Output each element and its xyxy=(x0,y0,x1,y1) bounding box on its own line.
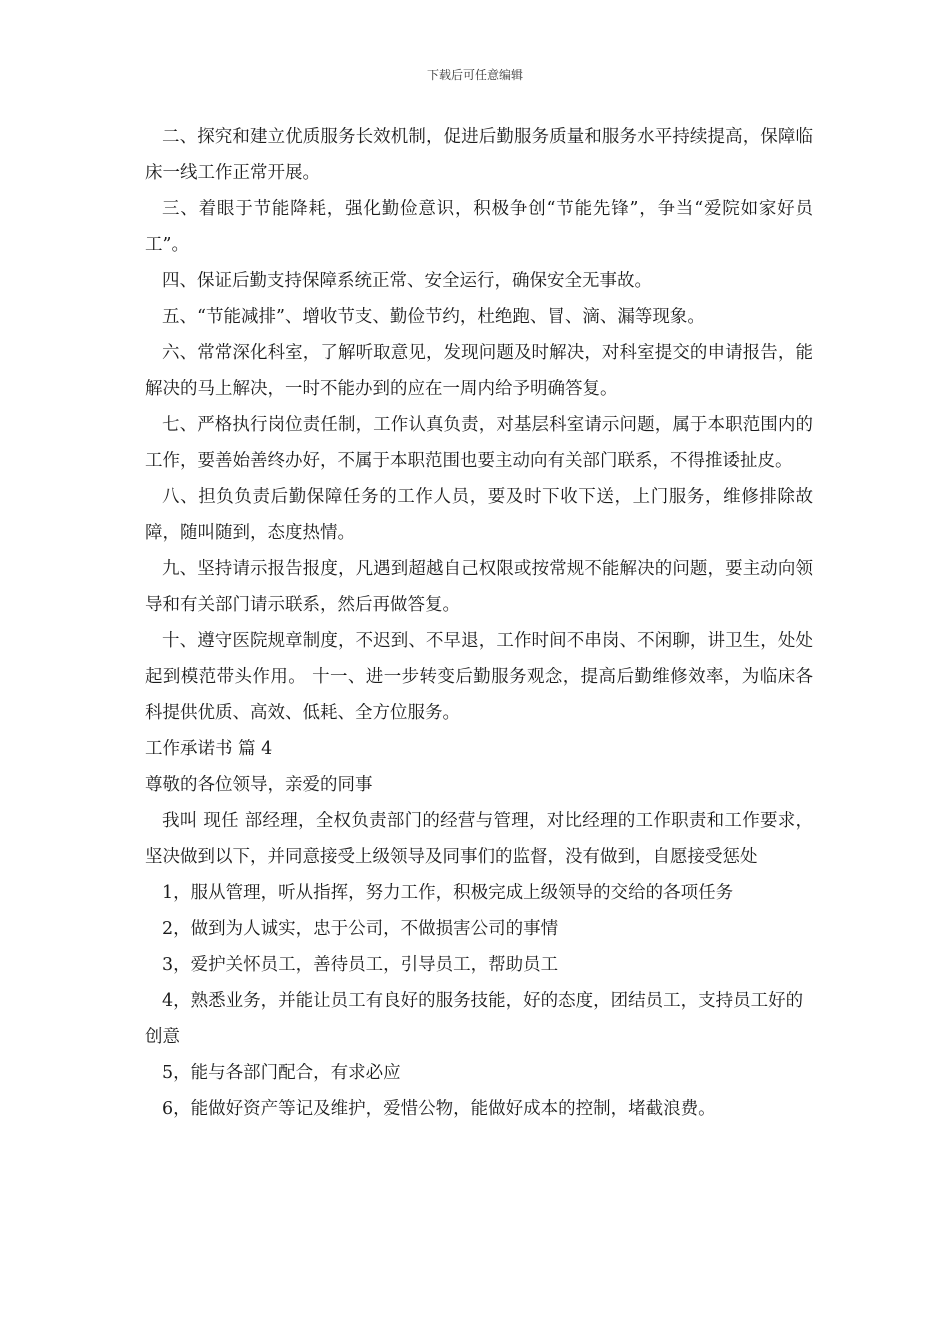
paragraph-5: 五、“节能减排”、增收节支、勤俭节约，杜绝跑、冒、滴、漏等现象。 xyxy=(162,307,705,327)
page-header: 下载后可任意编辑 xyxy=(426,68,523,82)
list-item: 5，能与各部门配合，有求必应 xyxy=(162,1063,401,1083)
intro-paragraph: 我叫 现任 部经理，全权负责部门的经营与管理，对比经理的工作职责和工作要求，坚决做到以下，并同意接受上级领导及同事们的监督，没有做到，自愿接受惩处 xyxy=(145,811,813,867)
document-body xyxy=(145,119,813,1127)
section-title: 工作承诺书 篇 4 xyxy=(145,739,273,759)
salutation: 尊敬的各位领导，亲爱的同事 xyxy=(145,775,373,795)
paragraph-7: 七、严格执行岗位责任制，工作认真负责，对基层科室请示问题，属于本职范围内的工作，要善始善终办好，不属于本职范围也要主动向有关部门联系，不得推诿扯皮。 xyxy=(145,415,813,471)
paragraph-4: 四、保证后勤支持保障系统正常、安全运行，确保安全无事故。 xyxy=(162,271,652,291)
paragraph-6: 六、常常深化科室，了解听取意见，发现问题及时解决，对科室提交的申请报告，能解决的马上解决，一时不能办到的应在一周内给予明确答复。 xyxy=(145,343,813,399)
list-item: 4，熟悉业务，并能让员工有良好的服务技能，好的态度，团结员工，支持员工好的创意 xyxy=(145,991,804,1047)
list-item: 6，能做好资产等记及维护，爱惜公物，能做好成本的控制，堵截浪费。 xyxy=(162,1099,716,1119)
paragraph-9: 九、坚持请示报告报度，凡遇到超越自己权限或按常规不能解决的问题，要主动向领导和有关部门请示联系，然后再做答复。 xyxy=(145,559,813,615)
paragraph-8: 八、担负负责后勤保障任务的工作人员，要及时下收下送，上门服务，维修排除故障，随叫随到，态度热情。 xyxy=(145,487,813,543)
paragraph-10: 十、遵守医院规章制度，不迟到、不早退，工作时间不串岗、不闲聊，讲卫生，处处起到模范带头作用。 十一、进一步转变后勤服务观念，提高后勤维修效率，为临床各科提供优质、高效、低耗、全方位服务。 xyxy=(145,631,813,723)
list-item: 3，爱护关怀员工，善待员工，引导员工，帮助员工 xyxy=(162,955,559,975)
paragraph-2: 二、探究和建立优质服务长效机制，促进后勤服务质量和服务水平持续提高，保障临床一线工作正常开展。 xyxy=(145,127,813,183)
list-item: 2，做到为人诚实，忠于公司，不做损害公司的事情 xyxy=(162,919,559,939)
paragraph-3: 三、着眼于节能降耗，强化勤俭意识，积极争创“节能先锋”，争当“爱院如家好员工”。 xyxy=(145,199,813,255)
list-item: 1，服从管理，听从指挥，努力工作，积极完成上级领导的交给的各项任务 xyxy=(162,883,734,903)
